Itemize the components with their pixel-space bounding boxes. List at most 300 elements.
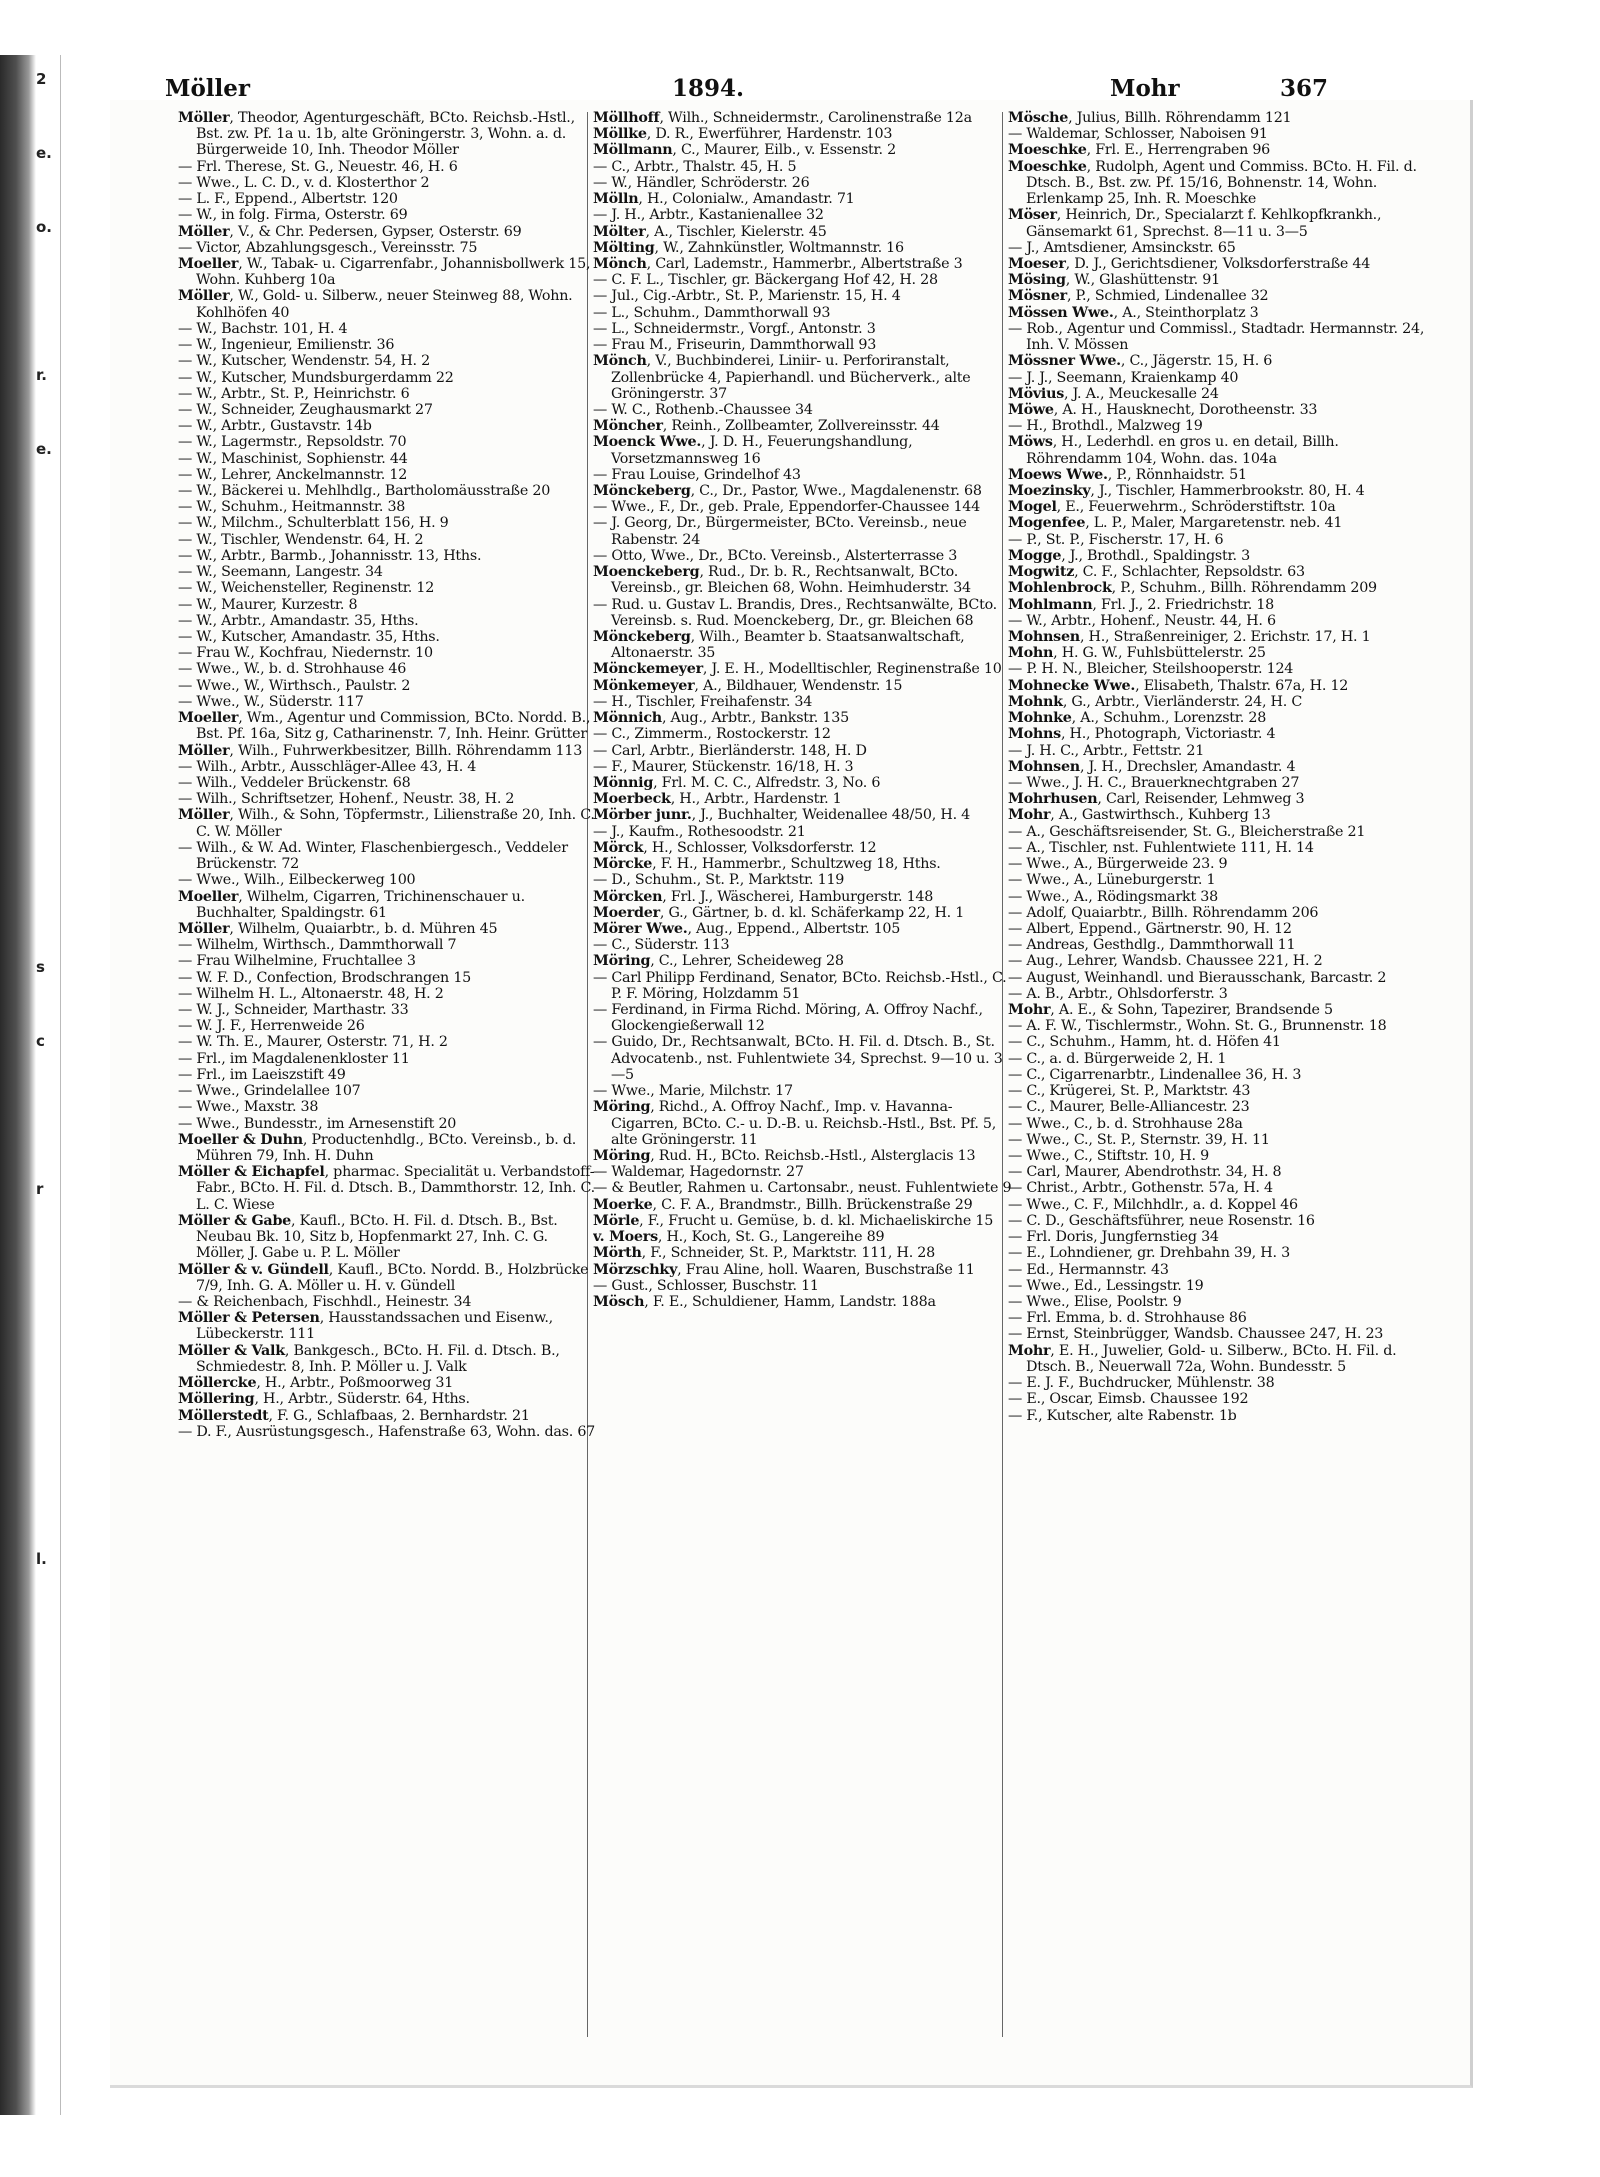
directory-entry: — Wilhelm, Wirthsch., Dammthorwall 7	[178, 937, 457, 954]
directory-entry: — Christ., Arbtr., Gothenstr. 57a, H. 4	[1008, 1180, 1273, 1197]
directory-entry: Mössner Wwe., C., Jägerstr. 15, H. 6	[1008, 353, 1273, 370]
directory-entry: Moeller & Duhn, Productenhdlg., BCto. Vereinsb., b. d. Mühren 79, Inh. H. Duhn	[178, 1131, 577, 1164]
edge-mark	[36, 1476, 50, 1550]
entry-surname: Mönckeberg	[593, 629, 691, 645]
entry-surname: Mössen Wwe.	[1008, 304, 1114, 321]
directory-entry: Moeller, Wilhelm, Cigarren, Trichinenschauer u. Buchhalter, Spaldingstr. 61	[178, 888, 525, 921]
entry-surname: Mohlmann	[1008, 596, 1093, 613]
directory-entry: — Frau W., Kochfrau, Niedernstr. 10	[178, 645, 433, 662]
edge-mark	[36, 1106, 50, 1180]
directory-entry: — C., Arbtr., Thalstr. 45, H. 5	[593, 158, 797, 175]
directory-entry: Mohnsen, H., Straßenreiniger, 2. Erichstr. 17, H. 1	[1008, 629, 1371, 645]
directory-entry: — W., Kutscher, Amandastr. 35, Hths.	[178, 629, 440, 645]
directory-entry: Mönckemeyer, J. E. H., Modelltischler, Reginenstraße 10	[593, 661, 1002, 678]
directory-entry: — Frl. Doris, Jungfernstieg 34	[1008, 1229, 1219, 1246]
directory-entry: Möller & v. Gündell, Kaufl., BCto. Nordd. B., Holzbrücke 7/9, Inh. G. A. Möller u. H. v. Gündell	[178, 1261, 589, 1294]
directory-entry: Mohns, H., Photograph, Victoriastr. 4	[1008, 726, 1276, 743]
entry-surname: Möller & Petersen	[178, 1310, 320, 1327]
directory-entry: — Aug., Lehrer, Wandsb. Chaussee 221, H. 2	[1008, 953, 1323, 970]
directory-entry: — J. H., Arbtr., Kastanienallee 32	[593, 207, 824, 224]
directory-entry: — W., Arbtr., Gustavstr. 14b	[178, 418, 372, 435]
edge-mark: e.	[36, 144, 52, 162]
edge-mark: r.	[36, 366, 47, 384]
directory-entry: — Ernst, Steinbrügger, Wandsb. Chaussee 247, H. 23	[1008, 1326, 1384, 1343]
directory-entry: Mövius, J. A., Meuckesalle 24	[1008, 385, 1219, 402]
directory-entry: Möser, Heinrich, Dr., Specialarzt f. Kehlkopfkrankh., Gänsemarkt 61, Sprechst. 8—11 u. 3—5	[1008, 207, 1382, 240]
directory-entry: Mohr, A. E., & Sohn, Tapezirer, Brandsende 5	[1008, 1002, 1333, 1019]
entry-surname: Mölting	[593, 239, 655, 256]
directory-entry: Mogel, E., Feuerwehrm., Schröderstiftstr. 10a	[1008, 499, 1336, 516]
entry-surname: Mönch	[593, 353, 647, 370]
directory-entry: Möllke, D. R., Ewerführer, Hardenstr. 103	[593, 126, 893, 143]
entry-surname: Moeschke	[1008, 142, 1087, 159]
edge-mark	[36, 292, 50, 366]
directory-entry: Mönch, Carl, Lademstr., Hammerbr., Albertstraße 3	[593, 255, 963, 272]
directory-entry: Möller & Valk, Bankgesch., BCto. H. Fil. d. Dtsch. B., Schmiedestr. 8, Inh. P. Möller u. J. Valk	[178, 1342, 560, 1375]
edge-mark	[36, 736, 50, 810]
entry-surname: Mösing	[1008, 272, 1066, 289]
entry-surname: Moews Wwe.	[1008, 466, 1108, 483]
gutter-line	[60, 55, 61, 2115]
entry-surname: Mörer Wwe.	[593, 920, 688, 937]
directory-entry: — Frau Wilhelmine, Fruchtallee 3	[178, 953, 416, 970]
entry-surname: Mönckemeyer	[593, 661, 703, 678]
directory-entry: — Wwe., A., Rödingsmarkt 38	[1008, 888, 1218, 905]
entry-surname: Moenckeberg	[593, 564, 700, 581]
directory-entry: Mohnke, A., Schuhm., Lorenzstr. 28	[1008, 710, 1267, 727]
directory-entry: — Wwe., F., Dr., geb. Prale, Eppendorfer-Chaussee 144	[593, 499, 980, 516]
directory-entry: Mörer Wwe., Aug., Eppend., Albertstr. 105	[593, 920, 901, 937]
edge-mark: l.	[36, 1550, 47, 1568]
directory-entry: — Gust., Schlosser, Buschstr. 11	[593, 1277, 819, 1294]
directory-column-1	[178, 110, 598, 2040]
directory-entry: — Wwe., Grindelallee 107	[178, 1083, 361, 1100]
edge-mark	[36, 662, 50, 736]
directory-entry: Mohn, H. G. W., Fuhlsbüttelerstr. 25	[1008, 645, 1266, 662]
entry-surname: Möws	[1008, 434, 1053, 451]
directory-entry: — Wwe., Elise, Poolstr. 9	[1008, 1293, 1182, 1310]
directory-entry: Mohrhusen, Carl, Reisender, Lehmweg 3	[1008, 791, 1305, 808]
entry-surname: Moeller	[178, 255, 239, 272]
edge-mark: s	[36, 958, 45, 976]
directory-entry: — J. Georg, Dr., Bürgermeister, BCto. Vereinsb., neue Rabenstr. 24	[593, 515, 967, 548]
entry-surname: Mohnecke Wwe.	[1008, 677, 1136, 694]
directory-entry: — Jul., Cig.-Arbtr., St. P., Marienstr. 15, H. 4	[593, 288, 901, 305]
directory-entry: — Waldemar, Schlosser, Naboisen 91	[1008, 126, 1268, 143]
entry-surname: Möllhoff	[593, 110, 660, 126]
edge-mark: e.	[36, 440, 52, 458]
entry-surname: Möring	[593, 1099, 651, 1116]
directory-entry: Moezinsky, J., Tischler, Hammerbrookstr. 80, H. 4	[1008, 483, 1365, 500]
directory-entry: — C. F. L., Tischler, gr. Bäckergang Hof 42, H. 28	[593, 272, 938, 289]
directory-entry: — Wwe., W., Süderstr. 117	[178, 693, 364, 710]
entry-surname: Möllmann	[593, 142, 673, 159]
directory-entry: Möller, Wilh., Fuhrwerkbesitzer, Billh. Röhrendamm 113	[178, 742, 583, 759]
directory-entry: — W., Tischler, Wendenstr. 64, H. 2	[178, 531, 424, 548]
directory-entry: Moeschke, Frl. E., Herrengraben 96	[1008, 142, 1271, 159]
directory-entry: — & Reichenbach, Fischhdl., Heinestr. 34	[178, 1293, 472, 1310]
directory-entry: — Victor, Abzahlungsgesch., Vereinsstr. 75	[178, 239, 478, 256]
page-header	[60, 75, 1350, 105]
entry-surname: Mönnich	[593, 710, 662, 727]
directory-entry: — W., Maschinist, Sophienstr. 44	[178, 450, 408, 467]
directory-entry: — C., Cigarrenarbtr., Lindenallee 36, H. 3	[1008, 1066, 1302, 1083]
entry-surname: Möller & Eichapfel	[178, 1164, 325, 1181]
directory-entry: — Rud. u. Gustav L. Brandis, Dres., Rechtsanwälte, BCto. Vereinsb. s. Rud. Moenckeberg, Dr., gr. Bleichen 68	[593, 596, 997, 629]
directory-entry: Moerbeck, H., Arbtr., Hardenstr. 1	[593, 791, 842, 808]
directory-entry: — A., Tischler, nst. Fuhlentwiete 111, H. 14	[1008, 839, 1314, 856]
entry-surname: Mogel	[1008, 499, 1057, 516]
entry-surname: Mogwitz	[1008, 564, 1075, 581]
directory-entry: — W. F. D., Confection, Brodschrangen 15	[178, 969, 472, 986]
directory-entry: Moerke, C. F. A., Brandmstr., Billh. Brückenstraße 29	[593, 1196, 973, 1213]
directory-entry: Mohlenbrock, P., Schuhm., Billh. Röhrendamm 209	[1008, 580, 1377, 597]
entry-surname: Möllerstedt	[178, 1407, 269, 1424]
entry-surname: Mösch	[593, 1293, 645, 1310]
edge-mark	[36, 1254, 50, 1328]
directory-entry: Möller, W., Gold- u. Silberw., neuer Steinweg 88, Wohn. Kohlhöfen 40	[178, 288, 573, 321]
directory-entry: — Carl, Maurer, Abendrothstr. 34, H. 8	[1008, 1164, 1282, 1181]
directory-entry: — Waldemar, Hagedornstr. 27	[593, 1164, 804, 1181]
entry-surname: Moeschke	[1008, 158, 1087, 175]
directory-entry: — A. B., Arbtr., Ohlsdorferstr. 3	[1008, 985, 1228, 1002]
directory-entry: — August, Weinhandl. und Bierausschank, Barcastr. 2	[1008, 969, 1387, 986]
directory-entry: — Wilh., Veddeler Brückenstr. 68	[178, 774, 411, 791]
entry-surname: Moerder	[593, 904, 660, 921]
directory-entry: Möring, C., Lehrer, Scheideweg 28	[593, 953, 844, 970]
directory-entry: Möllerstedt, F. G., Schlafbaas, 2. Bernhardstr. 21	[178, 1407, 530, 1424]
edge-mark	[36, 1772, 50, 1846]
directory-entry: Moews Wwe., P., Rönnhaidstr. 51	[1008, 466, 1247, 483]
entry-surname: Möncher	[593, 418, 663, 435]
directory-entry: Mönnig, Frl. M. C. C., Alfredstr. 3, No. 6	[593, 774, 881, 791]
directory-entry: Möring, Rud. H., BCto. Reichsb.-Hstl., Alsterglacis 13	[593, 1148, 976, 1164]
directory-entry: — C., Krügerei, St. P., Marktstr. 43	[1008, 1083, 1251, 1100]
directory-entry: — W., Bachstr. 101, H. 4	[178, 320, 348, 337]
directory-entry: Mönnich, Aug., Arbtr., Bankstr. 135	[593, 710, 849, 727]
directory-entry: Mösner, P., Schmied, Lindenallee 32	[1008, 288, 1269, 305]
directory-entry: — Ed., Hermannstr. 43	[1008, 1261, 1169, 1278]
entry-surname: Mörck	[593, 839, 644, 856]
directory-entry: — J. J., Seemann, Kraienkamp 40	[1008, 369, 1239, 386]
directory-entry: Mohr, A., Gastwirthsch., Kuhberg 13	[1008, 807, 1271, 824]
entry-surname: Möllke	[593, 126, 647, 143]
directory-entry: — A., Geschäftsreisender, St. G., Bleicherstraße 21	[1008, 823, 1366, 840]
entry-surname: Moeller	[178, 710, 239, 727]
directory-entry: — L. F., Eppend., Albertstr. 120	[178, 191, 398, 208]
directory-entry: — J. H. C., Arbtr., Fettstr. 21	[1008, 742, 1205, 759]
directory-entry: — Ferdinand, in Firma Richd. Möring, A. Offroy Nachf., Glockengießerwall 12	[593, 1002, 983, 1035]
directory-entry: Möller & Gabe, Kaufl., BCto. H. Fil. d. Dtsch. B., Bst. Neubau Bk. 10, Sitz b, Hopfenmarkt 27, Inh. C. G. Möller, J. Gabe u. P. L. Möller	[178, 1212, 558, 1262]
entry-surname: Möwe	[1008, 401, 1054, 418]
entry-surname: v. Moers	[593, 1229, 658, 1246]
directory-entry: — W., Arbtr., Barmb., Johannisstr. 13, Hths.	[178, 547, 482, 564]
entry-surname: Mohlenbrock	[1008, 580, 1112, 597]
entry-surname: Möllering	[178, 1391, 255, 1408]
directory-entry: — D. F., Ausrüstungsgesch., Hafenstraße 63, Wohn. das. 67	[178, 1423, 596, 1440]
entry-surname: Möring	[593, 1148, 651, 1164]
directory-entry: — C., Maurer, Belle-Alliancestr. 23	[1008, 1099, 1250, 1116]
edge-mark: o.	[36, 218, 53, 236]
entry-surname: Mörle	[593, 1212, 640, 1229]
directory-entry: — W., Lehrer, Anckelmannstr. 12	[178, 466, 408, 483]
edge-mark: c	[36, 1032, 45, 1050]
directory-entry: Möller & Petersen, Hausstandssachen und Eisenw., Lübeckerstr. 111	[178, 1310, 553, 1343]
directory-entry: — C., a. d. Bürgerweide 2, H. 1	[1008, 1050, 1227, 1067]
entry-surname: Moeller & Duhn	[178, 1131, 303, 1148]
entry-surname: Mogge	[1008, 547, 1062, 564]
directory-entry: Mörzschky, Frau Aline, holl. Waaren, Buschstraße 11	[593, 1261, 975, 1278]
directory-entry: — Wwe., C., b. d. Strohhause 28a	[1008, 1115, 1243, 1132]
directory-entry: Mölter, A., Tischler, Kielerstr. 45	[593, 223, 827, 240]
directory-entry: — A. F. W., Tischlermstr., Wohn. St. G., Brunnenstr. 18	[1008, 1018, 1387, 1035]
directory-entry: — C., Zimmerm., Rostockerstr. 12	[593, 726, 831, 743]
directory-entry: Mölln, H., Colonialw., Amandastr. 71	[593, 191, 855, 208]
directory-entry: Mörck, H., Schlosser, Volksdorferstr. 12	[593, 839, 877, 856]
directory-entry: Möllmann, C., Maurer, Eilb., v. Essenstr. 2	[593, 142, 896, 159]
entry-surname: Mössner Wwe.	[1008, 353, 1121, 370]
directory-entry: Mönch, V., Buchbinderei, Liniir- u. Perforiranstalt, Zollenbrücke 4, Papierhandl. und Bücherverk., alte Gröningerstr. 37	[593, 353, 971, 402]
entry-surname: Moerke	[593, 1196, 653, 1213]
entry-surname: Möllercke	[178, 1375, 257, 1392]
entry-surname: Mohrhusen	[1008, 791, 1098, 808]
directory-entry: Möllering, H., Arbtr., Süderstr. 64, Hths.	[178, 1391, 470, 1408]
entry-surname: Mohnke	[1008, 710, 1072, 727]
entry-surname: Mohnsen	[1008, 629, 1080, 645]
directory-entry: — W., Arbtr., St. P., Heinrichstr. 6	[178, 385, 410, 402]
entry-surname: Mohns	[1008, 726, 1061, 743]
entry-surname: Möller	[178, 742, 230, 759]
directory-entry: — Wwe., Wilh., Eilbeckerweg 100	[178, 872, 416, 889]
entry-surname: Mohnsen	[1008, 758, 1080, 775]
directory-entry: Möncher, Reinh., Zollbeamter, Zollvereinsstr. 44	[593, 418, 940, 435]
entry-surname: Mohr	[1008, 1002, 1051, 1019]
edge-mark	[36, 1920, 50, 1994]
directory-entry: — Wwe., L. C. D., v. d. Klosterthor 2	[178, 174, 430, 191]
header-year: 1894.	[672, 75, 745, 102]
directory-entry: Mörber junr., J., Buchhalter, Weidenallee 48/50, H. 4	[593, 807, 971, 824]
directory-entry: Moeschke, Rudolph, Agent und Commiss. BCto. H. Fil. d. Dtsch. B., Bst. zw. Pf. 15/16, Bohnenstr. 14, Wohn. Erlenkamp 25, Inh. R. Moeschke	[1008, 158, 1417, 208]
directory-entry: — W., Schuhm., Heitmannstr. 38	[178, 499, 406, 516]
directory-entry: Moenck Wwe., J. D. H., Feuerungshandlung, Vorsetzmannsweg 16	[593, 434, 913, 467]
directory-entry: — Wwe., W., Wirthsch., Paulstr. 2	[178, 677, 411, 694]
directory-entry: — J., Amtsdiener, Amsinckstr. 65	[1008, 239, 1236, 256]
directory-entry: v. Moers, H., Koch, St. G., Langereihe 89	[593, 1229, 885, 1246]
entry-surname: Möller	[178, 807, 230, 824]
entry-surname: Möser	[1008, 207, 1057, 224]
directory-entry: — C. D., Geschäftsführer, neue Rosenstr. 16	[1008, 1212, 1315, 1229]
entry-surname: Mörcken	[593, 888, 663, 905]
directory-entry: — Wwe., A., Bürgerweide 23. 9	[1008, 856, 1228, 873]
directory-entry: — Wwe., A., Lüneburgerstr. 1	[1008, 872, 1216, 889]
directory-entry: Möller, Wilh., & Sohn, Töpfermstr., Lilienstraße 20, Inh. C. C. W. Möller	[178, 807, 595, 840]
directory-entry: Möllercke, H., Arbtr., Poßmoorweg 31	[178, 1375, 454, 1392]
directory-entry: — W., Maurer, Kurzestr. 8	[178, 596, 358, 613]
edge-mark: r	[36, 1180, 44, 1198]
directory-entry: Mönckeberg, C., Dr., Pastor, Wwe., Magdalenenstr. 68	[593, 483, 982, 500]
directory-entry: — Wwe., C., St. P., Sternstr. 39, H. 11	[1008, 1131, 1270, 1148]
directory-entry: — W. J., Schneider, Marthastr. 33	[178, 1002, 409, 1019]
directory-entry: — Wwe., W., b. d. Strohhause 46	[178, 661, 407, 678]
directory-entry: — F., Maurer, Stückenstr. 16/18, H. 3	[593, 758, 854, 775]
directory-entry: — W., Arbtr., Amandastr. 35, Hths.	[178, 612, 419, 629]
directory-entry: — & Beutler, Rahmen u. Cartonsabr., neust. Fuhlentwiete 9	[593, 1180, 1012, 1197]
directory-entry: Mörcken, Frl. J., Wäscherei, Hamburgerstr. 148	[593, 888, 934, 905]
header-right-catchword: Mohr	[1110, 75, 1180, 102]
directory-entry: — Frau Louise, Grindelhof 43	[593, 466, 801, 483]
directory-entry: Mogenfee, L. P., Maler, Margaretenstr. neb. 41	[1008, 515, 1343, 532]
directory-entry: Mohnecke Wwe., Elisabeth, Thalstr. 67a, H. 12	[1008, 677, 1349, 694]
directory-entry: — Carl, Arbtr., Bierländerstr. 148, H. D	[593, 742, 867, 759]
entry-surname: Mohr	[1008, 1342, 1051, 1359]
directory-entry: Möring, Richd., A. Offroy Nachf., Imp. v. Havanna-Cigarren, BCto. C.- u. D.-B. u. Reichsb.-Hstl., Bst. Pf. 5, alte Gröningerstr. 11	[593, 1099, 997, 1148]
directory-entry: — E., Oscar, Eimsb. Chaussee 192	[1008, 1391, 1249, 1408]
directory-entry: Moeller, Wm., Agentur und Commission, BCto. Nordd. B., Bst. Pf. 16a, Sitz g, Catharinenstr. 7, Inh. Heinr. Grütter	[178, 710, 591, 743]
entry-surname: Möring	[593, 953, 651, 970]
directory-entry: — Otto, Wwe., Dr., BCto. Vereinsb., Alsterterrasse 3	[593, 547, 958, 564]
directory-entry: Möwe, A. H., Hausknecht, Dorotheenstr. 33	[1008, 401, 1318, 418]
entry-surname: Moeller	[178, 888, 239, 905]
directory-entry: Mössen Wwe., A., Steinthorplatz 3	[1008, 304, 1259, 321]
directory-entry: — W., Milchm., Schulterblatt 156, H. 9	[178, 515, 449, 532]
edge-mark	[36, 514, 50, 588]
directory-entry: — W. J. F., Herrenweide 26	[178, 1018, 365, 1035]
directory-entry: Moeller, W., Tabak- u. Cigarrenfabr., Johannisbollwerk 15, Wohn. Kuhberg 10a	[178, 255, 591, 289]
directory-entry: Mohr, E. H., Juwelier, Gold- u. Silberw., BCto. H. Fil. d. Dtsch. B., Neuerwall 72a, Wohn. Bundesstr. 5	[1008, 1342, 1397, 1375]
directory-entry: — L., Schuhm., Dammthorwall 93	[593, 304, 831, 321]
directory-entry: — W., in folg. Firma, Osterstr. 69	[178, 207, 408, 224]
entry-surname: Möller & Valk	[178, 1342, 285, 1359]
directory-entry: — Guido, Dr., Rechtsanwalt, BCto. H. Fil. d. Dtsch. B., St. Advocatenb., nst. Fuhlentwiete 34, Sprechst. 9—10 u. 3—5	[593, 1034, 1003, 1083]
edge-mark	[36, 1328, 50, 1402]
directory-entry: Mohnsen, J. H., Drechsler, Amandastr. 4	[1008, 758, 1296, 775]
directory-entry: — Wwe., C., Stiftstr. 10, H. 9	[1008, 1148, 1209, 1164]
directory-entry: — H., Brothdl., Malzweg 19	[1008, 418, 1203, 435]
directory-entry: Moeser, D. J., Gerichtsdiener, Volksdorferstraße 44	[1008, 255, 1371, 272]
directory-entry: — W., Schneider, Zeughausmarkt 27	[178, 401, 433, 418]
directory-entry: — W., Händler, Schröderstr. 26	[593, 174, 810, 191]
directory-entry: — P. H. N., Bleicher, Steilshooperstr. 124	[1008, 661, 1294, 678]
directory-entry: — C., Süderstr. 113	[593, 937, 730, 954]
entry-surname: Möller	[178, 110, 230, 126]
edge-mark	[36, 884, 50, 958]
edge-mark	[36, 1402, 50, 1476]
entry-surname: Mönnig	[593, 774, 654, 791]
edge-mark: 2	[36, 70, 47, 88]
entry-surname: Mörber junr.	[593, 807, 692, 824]
directory-entry: Möller & Eichapfel, pharmac. Specialität u. Verbandstoff-Fabr., BCto. H. Fil. d. Dtsch. B., Dammthorstr. 12, Inh. C. L. C. Wiese	[178, 1164, 595, 1213]
directory-entry: — W., Seemann, Langestr. 34	[178, 564, 383, 581]
directory-entry: Mogge, J., Brothdl., Spaldingstr. 3	[1008, 547, 1250, 564]
directory-entry: — W. Th. E., Maurer, Osterstr. 71, H. 2	[178, 1034, 448, 1051]
directory-entry: — L., Schneidermstr., Vorgf., Antonstr. 3	[593, 320, 876, 337]
directory-entry: Möller, Wilhelm, Quaiarbtr., b. d. Mühren 45	[178, 920, 498, 937]
edge-mark	[36, 1846, 50, 1920]
directory-entry: Moenckeberg, Rud., Dr. b. R., Rechtsanwalt, BCto. Vereinsb., gr. Bleichen 68, Wohn. Heimhuderstr. 34	[593, 564, 971, 597]
entry-surname: Mönch	[593, 255, 647, 272]
header-left-catchword: Möller	[165, 75, 251, 102]
directory-entry: Mörle, F., Frucht u. Gemüse, b. d. kl. Michaeliskirche 15	[593, 1212, 994, 1229]
directory-entry: — Wwe., Bundesstr., im Arnesenstift 20	[178, 1115, 457, 1132]
entry-surname: Mölter	[593, 223, 646, 240]
book-binding-shadow	[0, 55, 36, 2115]
entry-surname: Mönkemeyer	[593, 677, 695, 694]
edge-mark	[36, 810, 50, 884]
directory-entry: — Adolf, Quaiarbtr., Billh. Röhrendamm 206	[1008, 904, 1319, 921]
directory-entry: — Albert, Eppend., Gärtnerstr. 90, H. 12	[1008, 920, 1292, 937]
directory-entry: — Wwe., Maxstr. 38	[178, 1099, 319, 1116]
directory-entry: — Frl. Therese, St. G., Neuestr. 46, H. 6	[178, 158, 458, 175]
directory-entry: — Frl., im Laeiszstift 49	[178, 1066, 346, 1083]
directory-entry: — E. J. F., Buchdrucker, Mühlenstr. 38	[1008, 1375, 1275, 1392]
directory-entry: — W., Bäckerei u. Mehlhdlg., Bartholomäusstraße 20	[178, 483, 551, 500]
directory-entry: Möller, Theodor, Agenturgeschäft, BCto. Reichsb.-Hstl., Bst. zw. Pf. 1a u. 1b, alte Gröningerstr. 3, Wohn. a. d. Bürgerweide 10, Inh. Theodor Möller	[178, 110, 575, 159]
edge-mark	[36, 1624, 50, 1698]
directory-entry: — H., Tischler, Freihafenstr. 34	[593, 693, 813, 710]
previous-page-edge-text	[36, 70, 53, 2110]
directory-entry: — W., Lagermstr., Repsoldstr. 70	[178, 434, 407, 451]
directory-entry: — Frl. Emma, b. d. Strohhause 86	[1008, 1310, 1247, 1327]
entry-surname: Möller	[178, 288, 230, 305]
directory-entry: Mörcke, F. H., Hammerbr., Schultzweg 18, Hths.	[593, 856, 941, 873]
entry-surname: Möller	[178, 223, 230, 240]
entry-surname: Mölln	[593, 191, 639, 208]
directory-entry: — W., Arbtr., Hohenf., Neustr. 44, H. 6	[1008, 612, 1276, 629]
directory-entry: — Wwe., Marie, Milchstr. 17	[593, 1083, 793, 1100]
directory-entry: — J., Kaufm., Rothesoodstr. 21	[593, 823, 806, 840]
entry-surname: Moerbeck	[593, 791, 671, 808]
directory-entry: — D., Schuhm., St. P., Marktstr. 119	[593, 872, 845, 889]
directory-entry: — Wilh., Schriftsetzer, Hohenf., Neustr. 38, H. 2	[178, 791, 515, 808]
directory-entry: — Frl., im Magdalenenkloster 11	[178, 1050, 410, 1067]
directory-entry: — W., Kutscher, Wendenstr. 54, H. 2	[178, 353, 430, 370]
directory-entry: — E., Lohndiener, gr. Drehbahn 39, H. 3	[1008, 1245, 1290, 1262]
directory-entry: Mölting, W., Zahnkünstler, Woltmannstr. 16	[593, 239, 904, 256]
directory-entry: Moerder, G., Gärtner, b. d. kl. Schäferkamp 22, H. 1	[593, 904, 965, 921]
directory-entry: — W., Kutscher, Mundsburgerdamm 22	[178, 369, 454, 386]
directory-entry: — Carl Philipp Ferdinand, Senator, BCto. Reichsb.-Hstl., C. P. F. Möring, Holzdamm 51	[593, 969, 1007, 1002]
directory-entry: Mogwitz, C. F., Schlachter, Repsoldstr. 63	[1008, 564, 1305, 581]
entry-surname: Moenck Wwe.	[593, 434, 702, 451]
directory-entry: Mohlmann, Frl. J., 2. Friedrichstr. 18	[1008, 596, 1275, 613]
entry-surname: Mövius	[1008, 385, 1065, 402]
entry-surname: Moeser	[1008, 255, 1066, 272]
directory-column-3	[1008, 110, 1428, 2040]
entry-surname: Mörcke	[593, 856, 653, 873]
directory-entry: Mösch, F. E., Schuldiener, Hamm, Landstr. 188a	[593, 1293, 936, 1310]
entry-surname: Mohnk	[1008, 693, 1063, 710]
entry-surname: Möller	[178, 920, 230, 937]
edge-mark	[36, 588, 50, 662]
entry-surname: Moezinsky	[1008, 483, 1091, 500]
entry-surname: Mörth	[593, 1245, 642, 1262]
directory-column-2	[593, 110, 1013, 2040]
directory-entry: — Wilh., Arbtr., Ausschläger-Allee 43, H. 4	[178, 758, 477, 775]
directory-entry: Mösche, Julius, Billh. Röhrendamm 121	[1008, 110, 1292, 126]
directory-entry: — Wwe., J. H. C., Brauerknechtgraben 27	[1008, 774, 1300, 791]
entry-surname: Mohn	[1008, 645, 1054, 662]
directory-entry: Möws, H., Lederhdl. en gros u. en detail, Billh. Röhrendamm 104, Wohn. das. 104a	[1008, 434, 1339, 467]
directory-entry: Mösing, W., Glashüttenstr. 91	[1008, 272, 1220, 289]
entry-surname: Möller & Gabe	[178, 1212, 292, 1229]
directory-entry: — Frau M., Friseurin, Dammthorwall 93	[593, 337, 877, 354]
directory-entry: — C., Schuhm., Hamm, ht. d. Höfen 41	[1008, 1034, 1281, 1051]
directory-entry: — Rob., Agentur und Commissl., Stadtadr. Hermannstr. 24, Inh. V. Mössen	[1008, 320, 1425, 354]
directory-entry: Mohnk, G., Arbtr., Vierländerstr. 24, H. C	[1008, 693, 1303, 710]
directory-entry: — W., Ingenieur, Emilienstr. 36	[178, 337, 395, 354]
directory-entry: — Wwe., Ed., Lessingstr. 19	[1008, 1277, 1204, 1294]
directory-entry: Mörth, F., Schneider, St. P., Marktstr. 111, H. 28	[593, 1245, 935, 1262]
